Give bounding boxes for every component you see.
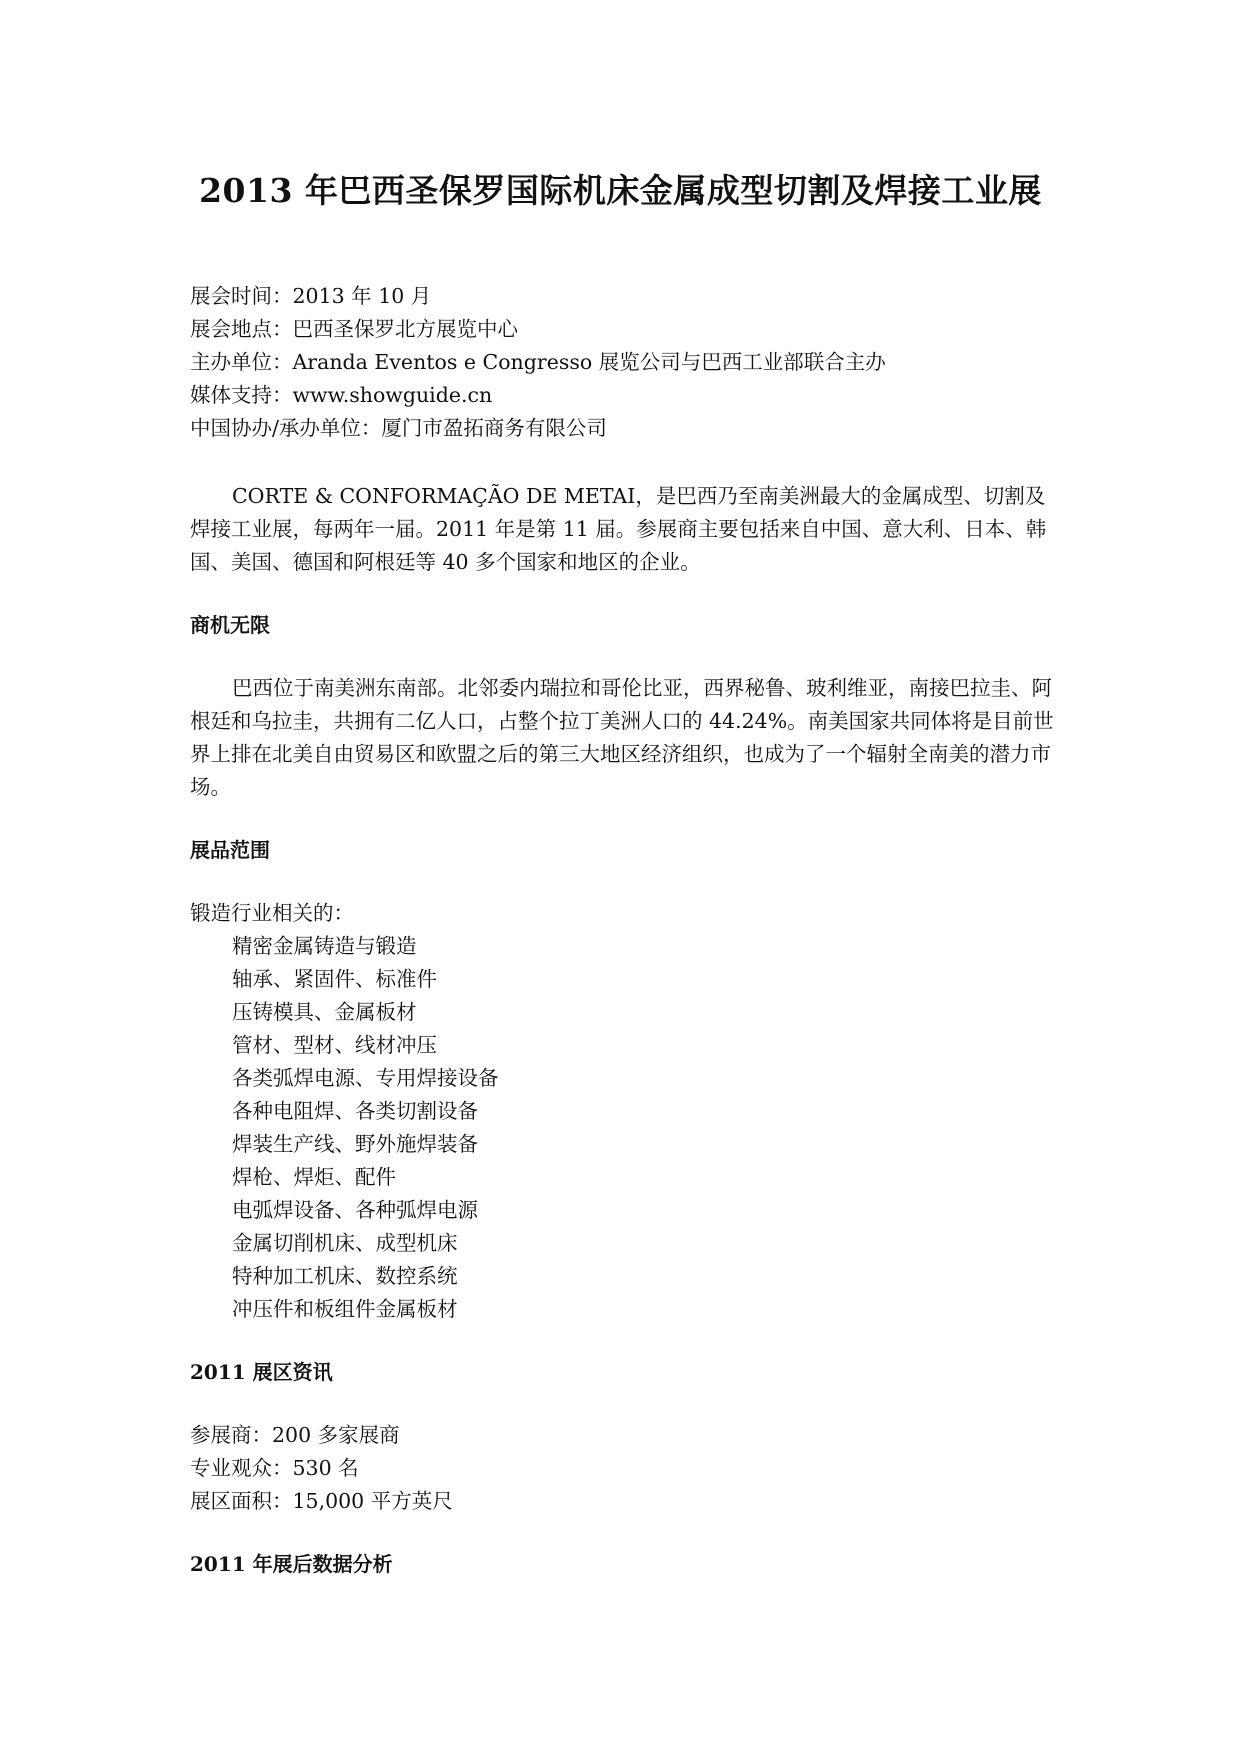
spacer <box>190 867 1060 897</box>
spacer <box>190 1326 1060 1356</box>
spacer <box>190 1389 1060 1419</box>
list-item: 焊装生产线、野外施焊装备 <box>232 1132 478 1156</box>
list-item: 各类弧焊电源、专用焊接设备 <box>232 1066 499 1090</box>
spacer <box>190 642 1060 672</box>
stat-visitors: 专业观众：530 名 <box>190 1456 359 1480</box>
list-item: 各种电阻焊、各类切割设备 <box>232 1099 478 1123</box>
spacer <box>190 1518 1060 1548</box>
list-item: 特种加工机床、数控系统 <box>232 1264 458 1288</box>
stats-block <box>190 1419 1060 1518</box>
document-title: 2013 年巴西圣保罗国际机床金属成型切割及焊接工业展 <box>199 171 1042 210</box>
stat-exhibitors: 参展商：200 多家展商 <box>190 1423 400 1447</box>
spacer <box>190 804 1060 834</box>
exhibits-intro: 锻造行业相关的： <box>190 901 354 925</box>
list-item: 轴承、紧固件、标准件 <box>232 967 437 991</box>
info-china-co-organizer: 中国协办/承办单位：厦门市盈拓商务有限公司 <box>190 416 607 440</box>
list-item: 焊枪、焊炬、配件 <box>232 1165 396 1189</box>
info-exhibition-time: 展会时间：2013 年 10 月 <box>190 284 432 308</box>
section-heading-analysis: 2011 年展后数据分析 <box>190 1552 393 1576</box>
list-item: 精密金属铸造与锻造 <box>232 934 417 958</box>
info-exhibition-venue: 展会地点：巴西圣保罗北方展览中心 <box>190 317 518 341</box>
list-item: 管材、型材、线材冲压 <box>232 1033 437 1057</box>
exhibits-list <box>190 930 1060 1326</box>
stat-area: 展区面积：15,000 平方英尺 <box>190 1489 453 1513</box>
document-body <box>190 280 1060 1581</box>
list-item: 冲压件和板组件金属板材 <box>232 1297 458 1321</box>
list-item: 压铸模具、金属板材 <box>232 1000 417 1024</box>
section-heading-business: 商机无限 <box>190 613 270 637</box>
info-media-support: 媒体支持：www.showguide.cn <box>190 383 493 407</box>
business-paragraph: 巴西位于南美洲东南部。北邻委内瑞拉和哥伦比亚，西界秘鲁、玻利维亚，南接巴拉圭、阿根廷和乌拉圭，共拥有二亿人口，占整个拉丁美洲人口的 44.24%。南美国家共同体将是目前世界上排在北美自由贸易区和欧盟之后的第三大地区经济组织，也成为了一个辐射全南美的潜力市场。 <box>190 676 1054 799</box>
intro-paragraph: CORTE & CONFORMAÇÃO DE METAI，是巴西乃至南美洲最大的金属成型、切割及焊接工业展，每两年一届。2011 年是第 11 届。参展商主要包括来自中国、意大利、日本、韩国、美国、德国和阿根廷等 40 多个国家和地区的企业。 <box>190 484 1047 574</box>
spacer <box>190 445 1060 480</box>
spacer <box>190 579 1060 609</box>
section-heading-exhibits: 展品范围 <box>190 838 270 862</box>
list-item: 金属切削机床、成型机床 <box>232 1231 458 1255</box>
list-item: 电弧焊设备、各种弧焊电源 <box>232 1198 478 1222</box>
info-block <box>190 280 1060 445</box>
section-heading-2011-info: 2011 展区资讯 <box>190 1360 333 1384</box>
info-organizer: 主办单位：Aranda Eventos e Congresso 展览公司与巴西工业部联合主办 <box>190 350 886 374</box>
